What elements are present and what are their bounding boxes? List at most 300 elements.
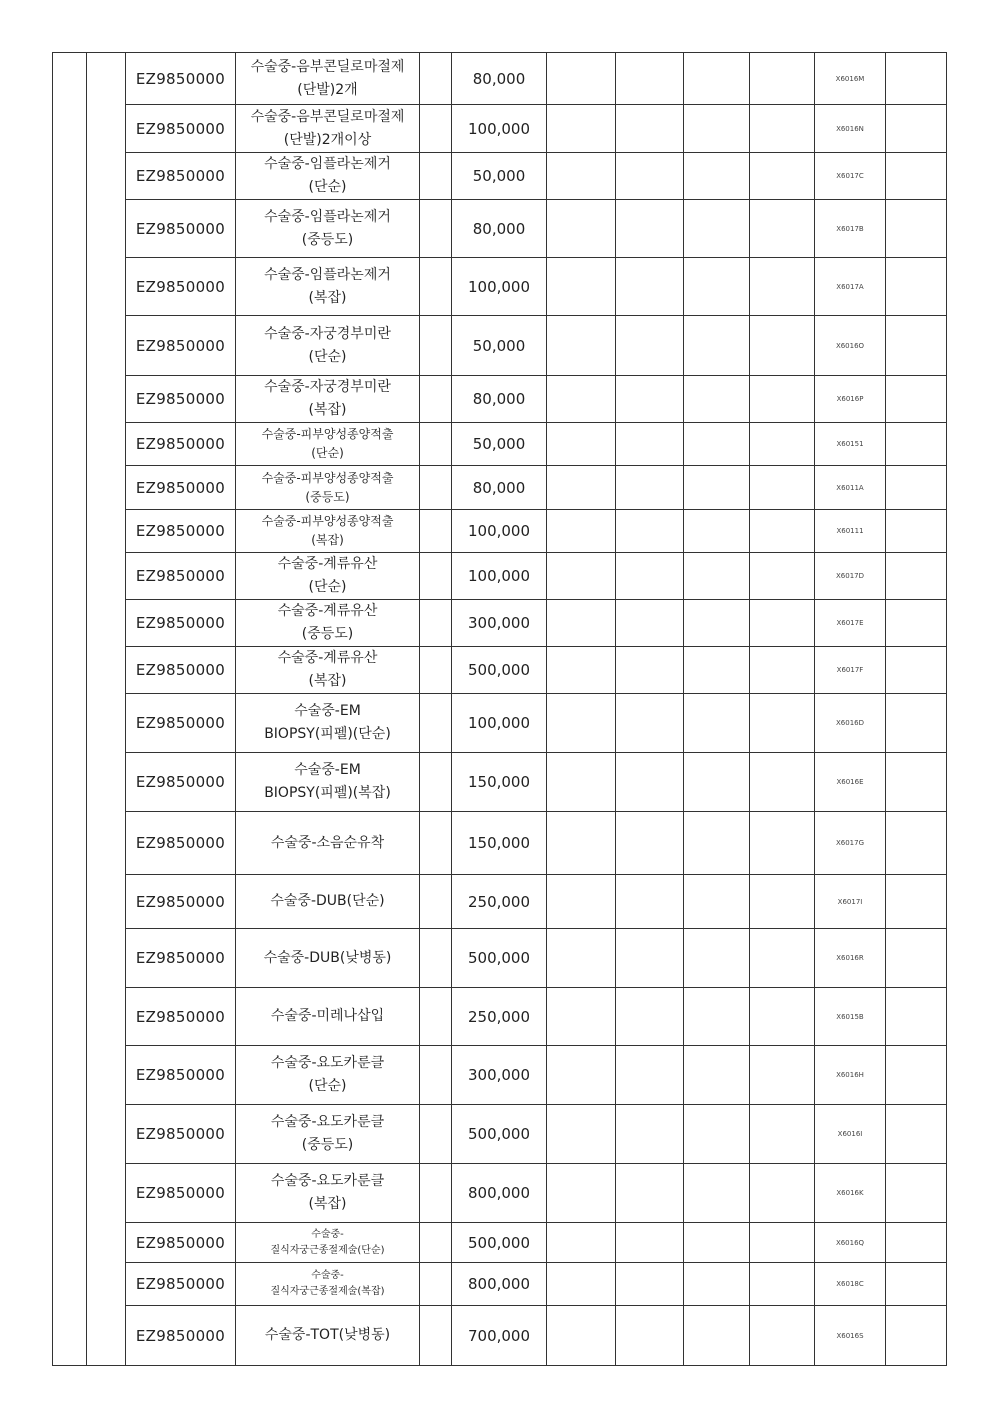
- item-name-line: 수술중-EM: [294, 762, 361, 778]
- blank-cell: [684, 875, 750, 929]
- item-name-cell: [236, 466, 420, 510]
- blank-cell: [684, 1164, 750, 1223]
- blank-cell: [420, 929, 452, 988]
- blank-cell: [616, 200, 684, 258]
- blank-cell: [886, 105, 947, 153]
- item-name-line: (단순): [308, 179, 347, 195]
- blank-cell: [616, 553, 684, 600]
- price-cell: 80,000: [452, 200, 547, 258]
- x-code-cell: X6017G: [815, 812, 886, 875]
- blank-cell: [616, 466, 684, 510]
- code-cell: EZ9850000: [126, 316, 236, 376]
- x-code-cell: X6016D: [815, 694, 886, 753]
- item-name-line: 수술중-계류유산: [277, 650, 378, 666]
- blank-cell: [547, 1263, 616, 1306]
- item-name-cell: [236, 510, 420, 553]
- item-name-cell: [236, 812, 420, 875]
- blank-cell: [420, 647, 452, 694]
- blank-cell: [886, 1164, 947, 1223]
- price-cell: 500,000: [452, 929, 547, 988]
- price-cell: 800,000: [452, 1164, 547, 1223]
- blank-cell: [547, 600, 616, 647]
- price-cell: 500,000: [452, 1223, 547, 1263]
- blank-cell-b: [87, 53, 126, 1366]
- price-cell: 700,000: [452, 1306, 547, 1366]
- table-row: [53, 753, 947, 812]
- blank-cell: [616, 929, 684, 988]
- blank-cell: [886, 510, 947, 553]
- item-name-cell: [236, 153, 420, 200]
- x-code-cell: X6016R: [815, 929, 886, 988]
- blank-cell: [684, 153, 750, 200]
- item-name-line: 질식자궁근종절제술(복잡): [270, 1286, 385, 1297]
- item-name-cell: [236, 553, 420, 600]
- price-cell: 100,000: [452, 553, 547, 600]
- item-name-line: (단발)2개이상: [283, 131, 372, 148]
- code-cell: EZ9850000: [126, 600, 236, 647]
- x-code-cell: X6016H: [815, 1046, 886, 1105]
- blank-cell: [886, 753, 947, 812]
- blank-cell: [684, 510, 750, 553]
- table-row: [53, 694, 947, 753]
- table-row: [53, 423, 947, 466]
- item-name-line: (복잡): [308, 289, 347, 306]
- blank-cell: [616, 694, 684, 753]
- code-cell: EZ9850000: [126, 466, 236, 510]
- blank-cell: [547, 988, 616, 1046]
- blank-cell: [886, 200, 947, 258]
- item-name-cell: [236, 105, 420, 153]
- price-cell: 500,000: [452, 1105, 547, 1164]
- blank-cell: [547, 466, 616, 510]
- x-code-cell: X6017B: [815, 200, 886, 258]
- blank-cell: [420, 553, 452, 600]
- price-cell: 100,000: [452, 694, 547, 753]
- blank-cell: [684, 1105, 750, 1164]
- blank-cell: [684, 53, 750, 105]
- price-cell: 250,000: [452, 988, 547, 1046]
- x-code-cell: X6015B: [815, 988, 886, 1046]
- x-code-cell: X6017A: [815, 258, 886, 316]
- item-name-cell: [236, 423, 420, 466]
- blank-cell: [547, 647, 616, 694]
- table-body: [53, 53, 947, 1366]
- item-name-cell: [236, 600, 420, 647]
- blank-cell: [420, 316, 452, 376]
- item-name-cell: [236, 316, 420, 376]
- table-row: [53, 1263, 947, 1306]
- item-name-line: 질식자궁근종절제술(단순): [270, 1244, 385, 1256]
- x-code-cell: X6017E: [815, 600, 886, 647]
- item-name-line: (복잡): [308, 673, 347, 689]
- blank-cell: [616, 1164, 684, 1223]
- blank-cell: [750, 812, 815, 875]
- blank-cell: [616, 988, 684, 1046]
- blank-cell: [750, 200, 815, 258]
- item-name-cell: [236, 200, 420, 258]
- price-cell: 300,000: [452, 600, 547, 647]
- blank-cell: [886, 929, 947, 988]
- price-cell: 80,000: [452, 53, 547, 105]
- blank-cell: [616, 600, 684, 647]
- table-row: [53, 1306, 947, 1366]
- blank-cell: [886, 1223, 947, 1263]
- blank-cell: [420, 510, 452, 553]
- code-cell: EZ9850000: [126, 376, 236, 423]
- blank-cell: [886, 53, 947, 105]
- blank-cell: [616, 875, 684, 929]
- blank-cell: [420, 875, 452, 929]
- table-row: [53, 647, 947, 694]
- item-name-line: 수술중-계류유산: [277, 556, 378, 572]
- x-code-cell: X6016I: [815, 1105, 886, 1164]
- fee-table: [52, 52, 947, 1366]
- price-cell: 100,000: [452, 105, 547, 153]
- item-name-line: 수술중-요도카룬클: [270, 1055, 385, 1071]
- blank-cell: [616, 753, 684, 812]
- item-name-line: (복잡): [308, 402, 347, 418]
- blank-cell: [420, 258, 452, 316]
- blank-cell: [420, 1164, 452, 1223]
- code-cell: EZ9850000: [126, 694, 236, 753]
- table-row: [53, 376, 947, 423]
- x-code-cell: X6016K: [815, 1164, 886, 1223]
- blank-cell: [547, 1223, 616, 1263]
- price-cell: 80,000: [452, 376, 547, 423]
- item-name-line: 수술중-피부양성종양적출: [261, 514, 394, 528]
- item-name-cell: [236, 1223, 420, 1263]
- blank-cell: [750, 258, 815, 316]
- blank-cell: [420, 153, 452, 200]
- blank-cell: [684, 929, 750, 988]
- blank-cell: [750, 1046, 815, 1105]
- x-code-cell: X6016Q: [815, 1223, 886, 1263]
- blank-cell: [547, 258, 616, 316]
- blank-cell: [547, 553, 616, 600]
- item-name-line: (단발)2개: [297, 81, 358, 98]
- x-code-cell: X6017D: [815, 553, 886, 600]
- item-name-line: 수술중-: [311, 1270, 344, 1281]
- blank-cell: [420, 1105, 452, 1164]
- blank-cell: [616, 53, 684, 105]
- blank-cell: [750, 1263, 815, 1306]
- code-cell: EZ9850000: [126, 647, 236, 694]
- item-name-line: (단순): [308, 1078, 347, 1094]
- price-cell: 150,000: [452, 753, 547, 812]
- item-name-line: 수술중-DUB(단순): [270, 893, 385, 909]
- item-name-line: 수술중-DUB(낮병동): [263, 949, 392, 966]
- code-cell: EZ9850000: [126, 105, 236, 153]
- blank-cell: [420, 753, 452, 812]
- code-cell: EZ9850000: [126, 988, 236, 1046]
- blank-cell: [547, 753, 616, 812]
- price-cell: 150,000: [452, 812, 547, 875]
- blank-cell: [616, 105, 684, 153]
- x-code-cell: X6011A: [815, 466, 886, 510]
- item-name-line: (중등도): [301, 231, 354, 248]
- blank-cell: [547, 200, 616, 258]
- blank-cell: [684, 694, 750, 753]
- blank-cell: [616, 316, 684, 376]
- blank-cell-a: [53, 53, 87, 1366]
- item-name-line: 수술중-미레나삽입: [270, 1008, 385, 1024]
- blank-cell: [547, 423, 616, 466]
- code-cell: EZ9850000: [126, 53, 236, 105]
- code-cell: EZ9850000: [126, 753, 236, 812]
- blank-cell: [886, 812, 947, 875]
- blank-cell: [886, 553, 947, 600]
- table-row: [53, 1105, 947, 1164]
- blank-cell: [750, 647, 815, 694]
- blank-cell: [750, 105, 815, 153]
- blank-cell: [420, 812, 452, 875]
- blank-cell: [616, 1105, 684, 1164]
- table-row: [53, 553, 947, 600]
- item-name-line: 수술중-계류유산: [277, 603, 378, 619]
- blank-cell: [750, 1223, 815, 1263]
- blank-cell: [420, 200, 452, 258]
- blank-cell: [750, 753, 815, 812]
- blank-cell: [547, 929, 616, 988]
- blank-cell: [616, 258, 684, 316]
- table-row: [53, 105, 947, 153]
- x-code-cell: X6016E: [815, 753, 886, 812]
- item-name-line: 수술중-음부콘딜로마절제: [250, 108, 405, 125]
- blank-cell: [547, 376, 616, 423]
- blank-cell: [684, 1263, 750, 1306]
- blank-cell: [886, 376, 947, 423]
- table-row: [53, 316, 947, 376]
- blank-cell: [616, 1263, 684, 1306]
- table-row: [53, 53, 947, 105]
- item-name-line: (중등도): [301, 1137, 354, 1153]
- blank-cell: [750, 600, 815, 647]
- code-cell: EZ9850000: [126, 1223, 236, 1263]
- blank-cell: [886, 1263, 947, 1306]
- blank-cell: [684, 376, 750, 423]
- code-cell: EZ9850000: [126, 510, 236, 553]
- blank-cell: [750, 510, 815, 553]
- code-cell: EZ9850000: [126, 875, 236, 929]
- blank-cell: [616, 1306, 684, 1366]
- blank-cell: [684, 988, 750, 1046]
- price-cell: 100,000: [452, 510, 547, 553]
- blank-cell: [420, 694, 452, 753]
- blank-cell: [684, 1306, 750, 1366]
- x-code-cell: X6017I: [815, 875, 886, 929]
- x-code-cell: X6016S: [815, 1306, 886, 1366]
- blank-cell: [886, 316, 947, 376]
- blank-cell: [547, 105, 616, 153]
- item-name-cell: [236, 53, 420, 105]
- item-name-cell: [236, 1046, 420, 1105]
- item-name-cell: [236, 258, 420, 316]
- blank-cell: [750, 423, 815, 466]
- price-cell: 50,000: [452, 153, 547, 200]
- blank-cell: [420, 1223, 452, 1263]
- blank-cell: [420, 423, 452, 466]
- item-name-line: 수술중-요도카룬클: [270, 1114, 385, 1130]
- table-row: [53, 258, 947, 316]
- blank-cell: [886, 988, 947, 1046]
- item-name-cell: [236, 376, 420, 423]
- x-code-cell: X60111: [815, 510, 886, 553]
- price-cell: 500,000: [452, 647, 547, 694]
- code-cell: EZ9850000: [126, 1164, 236, 1223]
- item-name-cell: [236, 694, 420, 753]
- price-cell: 250,000: [452, 875, 547, 929]
- code-cell: EZ9850000: [126, 1263, 236, 1306]
- item-name-line: 수술중-TOT(낮병동): [264, 1327, 391, 1343]
- blank-cell: [684, 1046, 750, 1105]
- item-name-cell: [236, 1306, 420, 1366]
- item-name-line: 수술중-: [311, 1228, 344, 1240]
- price-cell: 800,000: [452, 1263, 547, 1306]
- table-row: [53, 600, 947, 647]
- blank-cell: [750, 875, 815, 929]
- code-cell: EZ9850000: [126, 423, 236, 466]
- item-name-line: 수술중-피부양성종양적출: [261, 427, 394, 441]
- item-name-line: 수술중-EM: [294, 703, 361, 719]
- blank-cell: [684, 105, 750, 153]
- blank-cell: [616, 153, 684, 200]
- code-cell: EZ9850000: [126, 1306, 236, 1366]
- item-name-line: 수술중-임플라논제거: [264, 266, 391, 283]
- table-row: [53, 1164, 947, 1223]
- blank-cell: [420, 1263, 452, 1306]
- blank-cell: [886, 647, 947, 694]
- blank-cell: [684, 200, 750, 258]
- blank-cell: [750, 1105, 815, 1164]
- blank-cell: [684, 423, 750, 466]
- blank-cell: [420, 1046, 452, 1105]
- blank-cell: [420, 376, 452, 423]
- blank-cell: [750, 929, 815, 988]
- blank-cell: [684, 812, 750, 875]
- blank-cell: [420, 105, 452, 153]
- x-code-cell: X6017F: [815, 647, 886, 694]
- blank-cell: [420, 600, 452, 647]
- blank-cell: [420, 53, 452, 105]
- blank-cell: [420, 466, 452, 510]
- blank-cell: [886, 1306, 947, 1366]
- item-name-line: (단순): [308, 579, 347, 595]
- item-name-line: (단순): [311, 446, 344, 460]
- table-row: [53, 929, 947, 988]
- table-row: [53, 875, 947, 929]
- blank-cell: [684, 753, 750, 812]
- blank-cell: [886, 258, 947, 316]
- item-name-line: (복잡): [311, 533, 344, 547]
- table-row: [53, 988, 947, 1046]
- blank-cell: [420, 1306, 452, 1366]
- item-name-cell: [236, 929, 420, 988]
- blank-cell: [616, 1223, 684, 1263]
- blank-cell: [684, 1223, 750, 1263]
- item-name-cell: [236, 1263, 420, 1306]
- blank-cell: [886, 466, 947, 510]
- code-cell: EZ9850000: [126, 258, 236, 316]
- blank-cell: [616, 423, 684, 466]
- blank-cell: [684, 553, 750, 600]
- item-name-line: BIOPSY(피펠)(단순): [264, 726, 391, 742]
- code-cell: EZ9850000: [126, 929, 236, 988]
- blank-cell: [684, 647, 750, 694]
- item-name-cell: [236, 647, 420, 694]
- table-row: [53, 1223, 947, 1263]
- blank-cell: [547, 510, 616, 553]
- code-cell: EZ9850000: [126, 553, 236, 600]
- blank-cell: [750, 1306, 815, 1366]
- item-name-line: 수술중-음부콘딜로마절제: [250, 58, 405, 75]
- blank-cell: [684, 258, 750, 316]
- blank-cell: [886, 1105, 947, 1164]
- x-code-cell: X6016O: [815, 316, 886, 376]
- blank-cell: [750, 466, 815, 510]
- blank-cell: [750, 553, 815, 600]
- price-cell: 50,000: [452, 316, 547, 376]
- table-row: [53, 200, 947, 258]
- x-code-cell: X6016P: [815, 376, 886, 423]
- table-row: [53, 1046, 947, 1105]
- code-cell: EZ9850000: [126, 153, 236, 200]
- blank-cell: [750, 988, 815, 1046]
- blank-cell: [547, 875, 616, 929]
- item-name-line: (중등도): [301, 626, 354, 642]
- code-cell: EZ9850000: [126, 200, 236, 258]
- blank-cell: [750, 316, 815, 376]
- blank-cell: [547, 694, 616, 753]
- blank-cell: [616, 647, 684, 694]
- item-name-line: BIOPSY(피펠)(복잡): [264, 785, 391, 801]
- item-name-cell: [236, 753, 420, 812]
- price-cell: 80,000: [452, 466, 547, 510]
- item-name-line: 수술중-피부양성종양적출: [261, 470, 394, 485]
- blank-cell: [750, 153, 815, 200]
- code-cell: EZ9850000: [126, 1105, 236, 1164]
- item-name-cell: [236, 988, 420, 1046]
- code-cell: EZ9850000: [126, 1046, 236, 1105]
- item-name-cell: [236, 1164, 420, 1223]
- item-name-line: (단순): [308, 348, 347, 365]
- item-name-line: 수술중-자궁경부미란: [264, 325, 391, 342]
- blank-cell: [547, 53, 616, 105]
- blank-cell: [684, 316, 750, 376]
- table-row: [53, 510, 947, 553]
- item-name-line: 수술중-소음순유착: [270, 834, 385, 851]
- blank-cell: [547, 316, 616, 376]
- x-code-cell: X6016M: [815, 53, 886, 105]
- code-cell: EZ9850000: [126, 812, 236, 875]
- blank-cell: [616, 510, 684, 553]
- price-cell: 100,000: [452, 258, 547, 316]
- blank-cell: [547, 1105, 616, 1164]
- blank-cell: [547, 1046, 616, 1105]
- blank-cell: [886, 875, 947, 929]
- blank-cell: [616, 1046, 684, 1105]
- blank-cell: [886, 423, 947, 466]
- x-code-cell: X6018C: [815, 1263, 886, 1306]
- blank-cell: [547, 153, 616, 200]
- item-name-cell: [236, 875, 420, 929]
- table-row: [53, 153, 947, 200]
- table-row: [53, 466, 947, 510]
- blank-cell: [886, 694, 947, 753]
- item-name-cell: [236, 1105, 420, 1164]
- blank-cell: [886, 1046, 947, 1105]
- price-cell: 50,000: [452, 423, 547, 466]
- blank-cell: [750, 694, 815, 753]
